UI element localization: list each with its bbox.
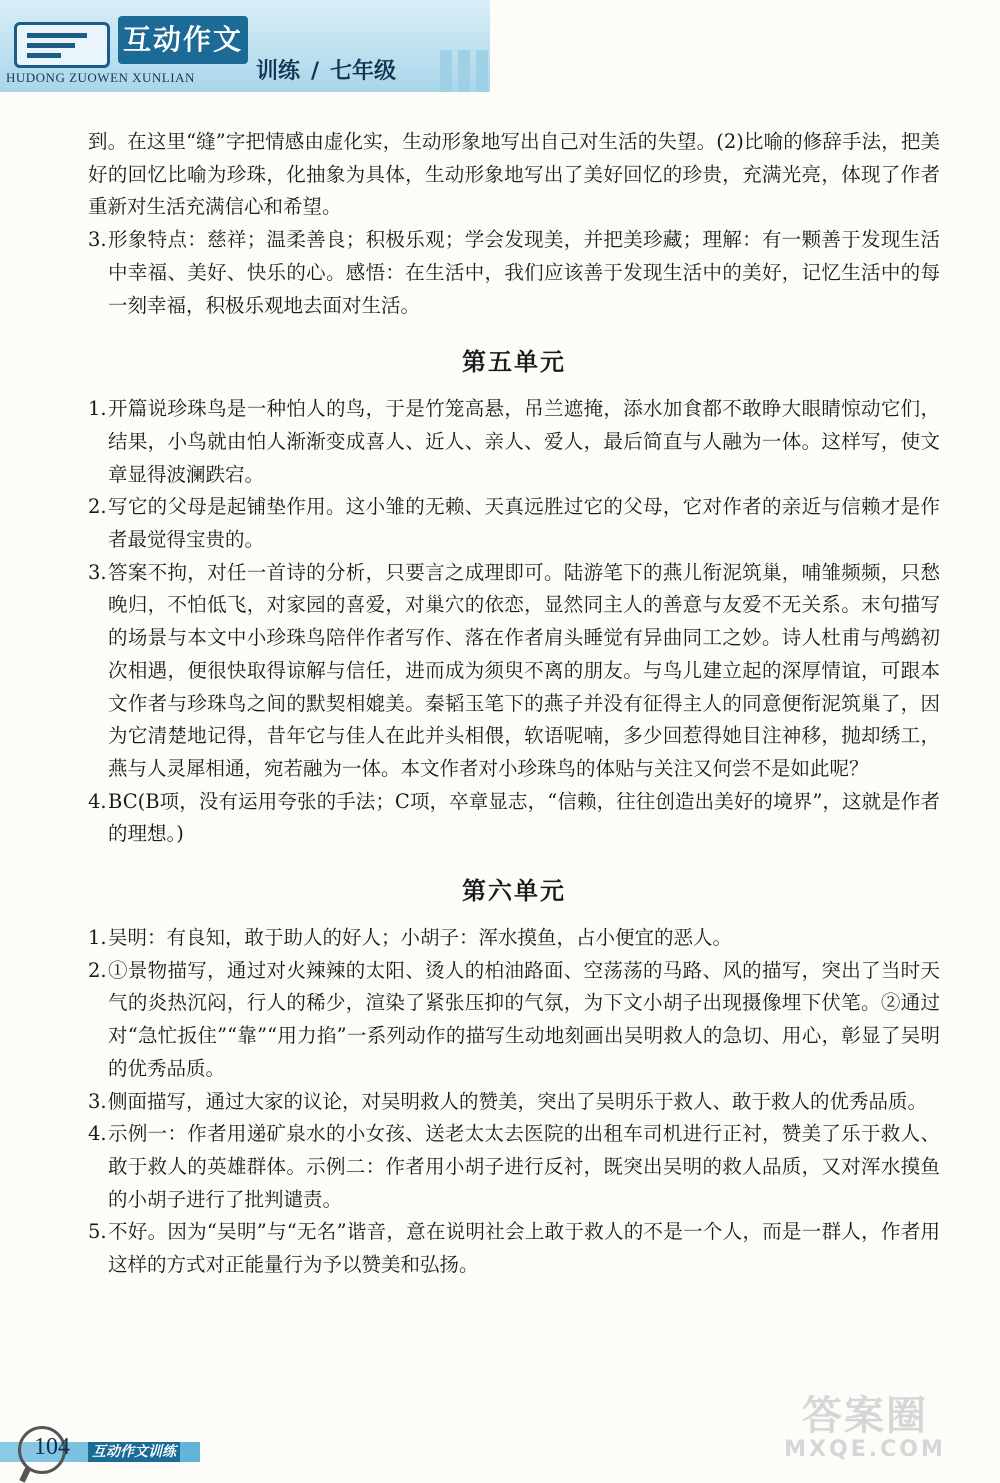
subtitle-left: 训练 [256,59,301,84]
footer-series-label: 互动作文训练 [88,1442,180,1462]
header-stripes [440,50,520,92]
list-item [88,491,940,556]
item-number: 3. [88,1089,107,1113]
answer-content [88,126,940,1282]
item-number: 3. [88,228,107,252]
item-number: 4. [88,1122,107,1146]
book-logo-icon [14,22,110,68]
item-number: 1. [88,397,107,421]
item-text: 写它的父母是起铺垫作用。这小雏的无赖、天真远胜过它的父母，它对作者的亲近与信赖才是作者最觉得宝贵的。 [108,495,940,552]
item-number: 4. [88,789,107,813]
item-number: 2. [88,958,107,982]
list-item [88,922,940,955]
subtitle-right: 七年级 [330,59,397,84]
item-text: 不好。因为“吴明”与“无名”谐音，意在说明社会上敢于救人的不是一个人，而是一群人，作者用这样的方式对正能量行为予以赞美和弘扬。 [108,1220,940,1277]
item-text: 示例一：作者用递矿泉水的小女孩、送老太太去医院的出租车司机进行正衬，赞美了乐于救人、敢于救人的英雄群体。示例二：作者用小胡子进行反衬，既突出吴明的救人品质，又对浑水摸鱼的小胡子进行了批判谴责。 [108,1122,940,1211]
continued-paragraph: 到。在这里“缝”字把情感由虚化实，生动形象地写出自己对生活的失望。(2)比喻的修辞手法，把美好的回忆比喻为珍珠，化抽象为具体，生动形象地写出了美好回忆的珍贵，充满光亮，体现了作者重新对生活充满信心和希望。 [88,130,940,219]
item-text: 开篇说珍珠鸟是一种怕人的鸟，于是竹笼高悬，吊兰遮掩，添水加食都不敢睁大眼睛惊动它们，结果，小鸟就由怕人渐渐变成喜人、近人、亲人、爱人，最后简直与人融为一体。这样写，使文章显得波澜跌宕。 [108,397,940,486]
watermark-url: MXQE.COM [784,1437,946,1462]
site-watermark [760,1394,970,1464]
page-number: 104 [34,1434,70,1460]
list-item [88,1086,940,1119]
section-title-unit6: 第六单元 [462,877,566,906]
item-text: 答案不拘，对任一首诗的分析，只要言之成理即可。陆游笔下的燕儿衔泥筑巢，哺雏频频，只愁晚归，不怕低飞，对家园的喜爱，对巢穴的依恋，显然同主人的善意与友爱不无关系。末句描写的场景与本文中小珍珠鸟陪伴作者写作、落在作者肩头睡觉有异曲同工之妙。诗人杜甫与鸬鹚初次相遇，便很快取得谅解与信任，进而成为须臾不离的朋友。与鸟儿建立起的深厚情谊，可跟本文作者与珍珠鸟之间的默契相媲美。秦韬玉笔下的燕子并没有征得主人的同意便衔泥筑巢了，因为它清楚地记得，昔年它与佳人在此并头相偎，软语呢喃，多少回惹得她目注神移，抛却绣工，燕与人灵犀相通，宛若融为一体。本文作者对小珍珠鸟的体贴与关注又何尝不是如此呢？ [108,560,940,780]
list-item [88,557,940,786]
page-header [0,0,1000,100]
divider-slash: / [310,59,320,84]
item-number: 5. [88,1220,107,1244]
list-item [88,786,940,851]
list-item [88,393,940,491]
list-item [88,224,940,322]
section-title-unit5: 第五单元 [462,348,566,377]
item-text: 形象特点：慈祥；温柔善良；积极乐观；学会发现美，并把美珍藏；理解：有一颗善于发现生活中幸福、美好、快乐的心。感悟：在生活中，我们应该善于发现生活中的美好，记忆生活中的每一刻幸福，积极乐观地去面对生活。 [108,228,940,317]
item-number: 3. [88,560,107,584]
item-text: 侧面描写，通过大家的议论，对吴明救人的赞美，突出了吴明乐于救人、敢于救人的优秀品质。 [108,1089,928,1113]
list-item [88,1118,940,1216]
series-title: 互动作文 [118,16,248,64]
watermark-logo: 答案圈 [802,1393,928,1439]
grade-subtitle [256,56,446,88]
list-item [88,1216,940,1281]
item-number: 1. [88,926,107,950]
item-text: BC(B项，没有运用夸张的手法；C项，卒章显志，“信赖，往往创造出美好的境界”，这就是作者的理想。) [108,789,940,846]
item-text: 吴明：有良知，敢于助人的好人；小胡子：浑水摸鱼，占小便宜的恶人。 [108,926,733,950]
item-text: ①景物描写，通过对火辣辣的太阳、烫人的柏油路面、空荡荡的马路、风的描写，突出了当时天气的炎热沉闷，行人的稀少，渲染了紧张压抑的气氛，为下文小胡子出现摄像埋下伏笔。②通过对“急忙扳住”“靠”“用力掐”一系列动作的描写生动地刻画出吴明救人的急切、用心，彰显了吴明的优秀品质。 [108,958,940,1080]
item-number: 2. [88,495,107,519]
list-item [88,955,940,1086]
magnifier-handle-icon [19,1467,30,1482]
series-pinyin: HUDONG ZUOWEN XUNLIAN [6,70,195,85]
